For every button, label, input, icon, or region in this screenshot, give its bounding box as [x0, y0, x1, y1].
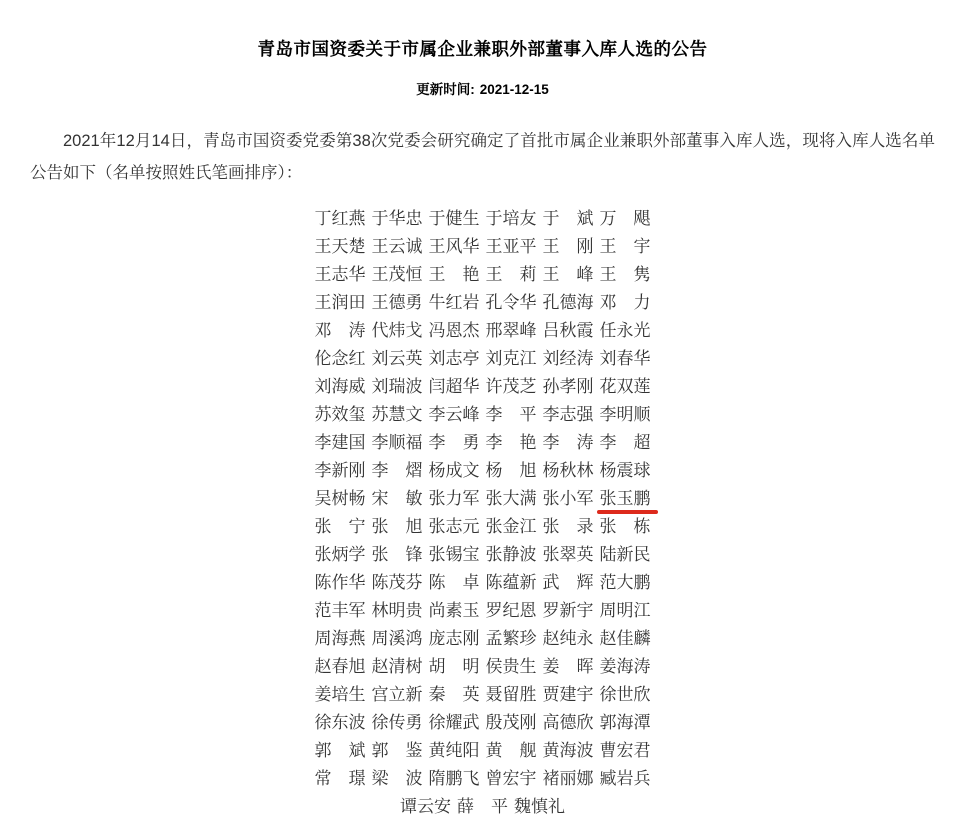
name-row [0, 624, 965, 652]
person-name: 李建国 [314, 432, 366, 452]
person-name: 邢翠峰 [485, 320, 537, 340]
person-name: 宫立新 [371, 684, 423, 704]
person-name: 苏慧文 [371, 404, 423, 424]
person-name: 牛红岩 [428, 292, 480, 312]
person-name: 罗纪恩 [485, 600, 537, 620]
person-name: 吴树畅 [314, 488, 366, 508]
person-name: 常 璟 [314, 768, 366, 788]
person-name: 陈 卓 [428, 572, 480, 592]
person-name: 黄纯阳 [428, 740, 480, 760]
name-row [0, 288, 965, 316]
person-name: 李志强 [542, 404, 594, 424]
name-row [0, 260, 965, 288]
person-name: 李 超 [599, 432, 651, 452]
person-name: 张静波 [485, 544, 537, 564]
person-name: 王德勇 [371, 292, 423, 312]
person-name: 李 艳 [485, 432, 537, 452]
person-name: 王 艳 [428, 264, 480, 284]
person-name: 孙孝刚 [542, 376, 594, 396]
person-name: 刘瑞波 [371, 376, 423, 396]
person-name: 刘春华 [599, 348, 651, 368]
person-name: 许茂芝 [485, 376, 537, 396]
person-name: 赵佳麟 [599, 628, 651, 648]
name-row [0, 512, 965, 540]
person-name: 周溪鸿 [371, 628, 423, 648]
person-name: 李 勇 [428, 432, 480, 452]
person-name: 王 莉 [485, 264, 537, 284]
person-name: 张金江 [485, 516, 537, 536]
person-name: 刘克江 [485, 348, 537, 368]
person-name: 徐东波 [314, 712, 366, 732]
person-name: 李顺福 [371, 432, 423, 452]
person-name: 王 峰 [542, 264, 594, 284]
person-name: 聂留胜 [485, 684, 537, 704]
person-name: 杨 旭 [485, 460, 537, 480]
page-title: 青岛市国资委关于市属企业兼职外部董事入库人选的公告 [257, 39, 708, 59]
name-row [0, 568, 965, 596]
name-row [0, 372, 965, 400]
person-name: 闫超华 [428, 376, 480, 396]
person-name: 王天楚 [314, 236, 366, 256]
person-name: 陈作华 [314, 572, 366, 592]
person-name: 王 刚 [542, 236, 594, 256]
person-name: 杨成文 [428, 460, 480, 480]
person-name: 刘经涛 [542, 348, 594, 368]
person-name: 秦 英 [428, 684, 480, 704]
update-time-date: 2021-12-15 [479, 82, 549, 97]
person-name: 王风华 [428, 236, 480, 256]
person-name: 赵春旭 [314, 656, 366, 676]
person-name: 曹宏君 [599, 740, 651, 760]
name-row [0, 400, 965, 428]
person-name: 张锡宝 [428, 544, 480, 564]
person-name: 于健生 [428, 208, 480, 228]
person-name: 陈茂芬 [371, 572, 423, 592]
person-name: 陈蕴新 [485, 572, 537, 592]
person-name: 李云峰 [428, 404, 480, 424]
person-name: 李 平 [485, 404, 537, 424]
person-name: 于华忠 [371, 208, 423, 228]
person-name: 梁 波 [371, 768, 423, 788]
name-row [0, 204, 965, 232]
person-name: 王润田 [314, 292, 366, 312]
person-name: 林明贵 [371, 600, 423, 620]
person-name: 王 宇 [599, 236, 651, 256]
person-name: 王志华 [314, 264, 366, 284]
person-name: 代炜戈 [371, 320, 423, 340]
person-name-highlighted: 张玉鹏 [599, 488, 651, 508]
person-name: 张 录 [542, 516, 594, 536]
person-name: 周明江 [599, 600, 651, 620]
person-name: 范大鹏 [599, 572, 651, 592]
update-time-label: 更新时间: [416, 82, 475, 97]
person-name: 陆新民 [599, 544, 651, 564]
person-name: 曾宏宇 [485, 768, 537, 788]
person-name: 徐传勇 [371, 712, 423, 732]
name-row [0, 316, 965, 344]
person-name: 邓 涛 [314, 320, 366, 340]
update-time [0, 78, 965, 98]
person-name: 苏效玺 [314, 404, 366, 424]
name-row [0, 708, 965, 736]
person-name: 姜培生 [314, 684, 366, 704]
person-name: 谭云安 [400, 796, 451, 816]
person-name: 李新刚 [314, 460, 366, 480]
person-name: 张志元 [428, 516, 480, 536]
name-row [0, 456, 965, 484]
person-name: 褚丽娜 [542, 768, 594, 788]
person-name: 王 隽 [599, 264, 651, 284]
person-name: 万 飓 [599, 208, 651, 228]
person-name: 王亚平 [485, 236, 537, 256]
person-name: 姜 晖 [542, 656, 594, 676]
person-name: 孔德海 [542, 292, 594, 312]
name-row [0, 652, 965, 680]
name-row [0, 764, 965, 792]
name-row [0, 792, 965, 820]
person-name: 尚素玉 [428, 600, 480, 620]
person-name: 贾建宇 [542, 684, 594, 704]
intro-paragraph: 2021年12月14日，青岛市国资委党委第38次党委会研究确定了首批市属企业兼职外部董事入库人选，现将入库人选名单公告如下（名单按照姓氏笔画排序）： [30, 132, 935, 182]
person-name: 冯恩杰 [428, 320, 480, 340]
person-name: 范丰军 [314, 600, 366, 620]
person-name: 张力军 [428, 488, 480, 508]
person-name: 刘云英 [371, 348, 423, 368]
person-name: 任永光 [599, 320, 651, 340]
person-name: 王云诚 [371, 236, 423, 256]
person-name: 徐世欣 [599, 684, 651, 704]
person-name: 孟繁珍 [485, 628, 537, 648]
name-row [0, 428, 965, 456]
name-row [0, 540, 965, 568]
person-name: 孔令华 [485, 292, 537, 312]
name-row [0, 736, 965, 764]
person-name: 郭 鉴 [371, 740, 423, 760]
person-name: 张炳学 [314, 544, 366, 564]
person-name: 高德欣 [542, 712, 594, 732]
person-name: 李明顺 [599, 404, 651, 424]
person-name: 吕秋霞 [542, 320, 594, 340]
person-name: 姜海涛 [599, 656, 651, 676]
person-name: 张 旭 [371, 516, 423, 536]
person-name: 魏慎礼 [514, 796, 565, 816]
name-row [0, 232, 965, 260]
person-name: 于培友 [485, 208, 537, 228]
person-name: 徐耀武 [428, 712, 480, 732]
name-list [0, 204, 965, 820]
name-row [0, 344, 965, 372]
person-name: 黄 舰 [485, 740, 537, 760]
person-name: 张翠英 [542, 544, 594, 564]
name-row [0, 484, 965, 512]
person-name: 宋 敏 [371, 488, 423, 508]
person-name: 刘志亭 [428, 348, 480, 368]
person-name: 花双莲 [599, 376, 651, 396]
person-name: 罗新宇 [542, 600, 594, 620]
person-name: 张大满 [485, 488, 537, 508]
name-row [0, 680, 965, 708]
name-row [0, 596, 965, 624]
person-name: 于 斌 [542, 208, 594, 228]
person-name: 武 辉 [542, 572, 594, 592]
person-name: 郭海潭 [599, 712, 651, 732]
person-name: 李 涛 [542, 432, 594, 452]
person-name: 李 熠 [371, 460, 423, 480]
person-name: 伦念红 [314, 348, 366, 368]
person-name: 邓 力 [599, 292, 651, 312]
person-name: 赵纯永 [542, 628, 594, 648]
person-name: 侯贵生 [485, 656, 537, 676]
person-name: 刘海威 [314, 376, 366, 396]
person-name: 臧岩兵 [599, 768, 651, 788]
person-name: 张 栋 [599, 516, 651, 536]
person-name: 薛 平 [457, 796, 508, 816]
person-name: 杨秋林 [542, 460, 594, 480]
person-name: 周海燕 [314, 628, 366, 648]
person-name: 杨震球 [599, 460, 651, 480]
person-name: 隋鹏飞 [428, 768, 480, 788]
person-name: 殷茂刚 [485, 712, 537, 732]
person-name: 张 锋 [371, 544, 423, 564]
person-name: 胡 明 [428, 656, 480, 676]
person-name: 王茂恒 [371, 264, 423, 284]
person-name: 赵清树 [371, 656, 423, 676]
person-name: 张小军 [542, 488, 594, 508]
person-name: 丁红燕 [314, 208, 366, 228]
person-name: 郭 斌 [314, 740, 366, 760]
person-name: 张 宁 [314, 516, 366, 536]
person-name: 庞志刚 [428, 628, 480, 648]
person-name: 黄海波 [542, 740, 594, 760]
